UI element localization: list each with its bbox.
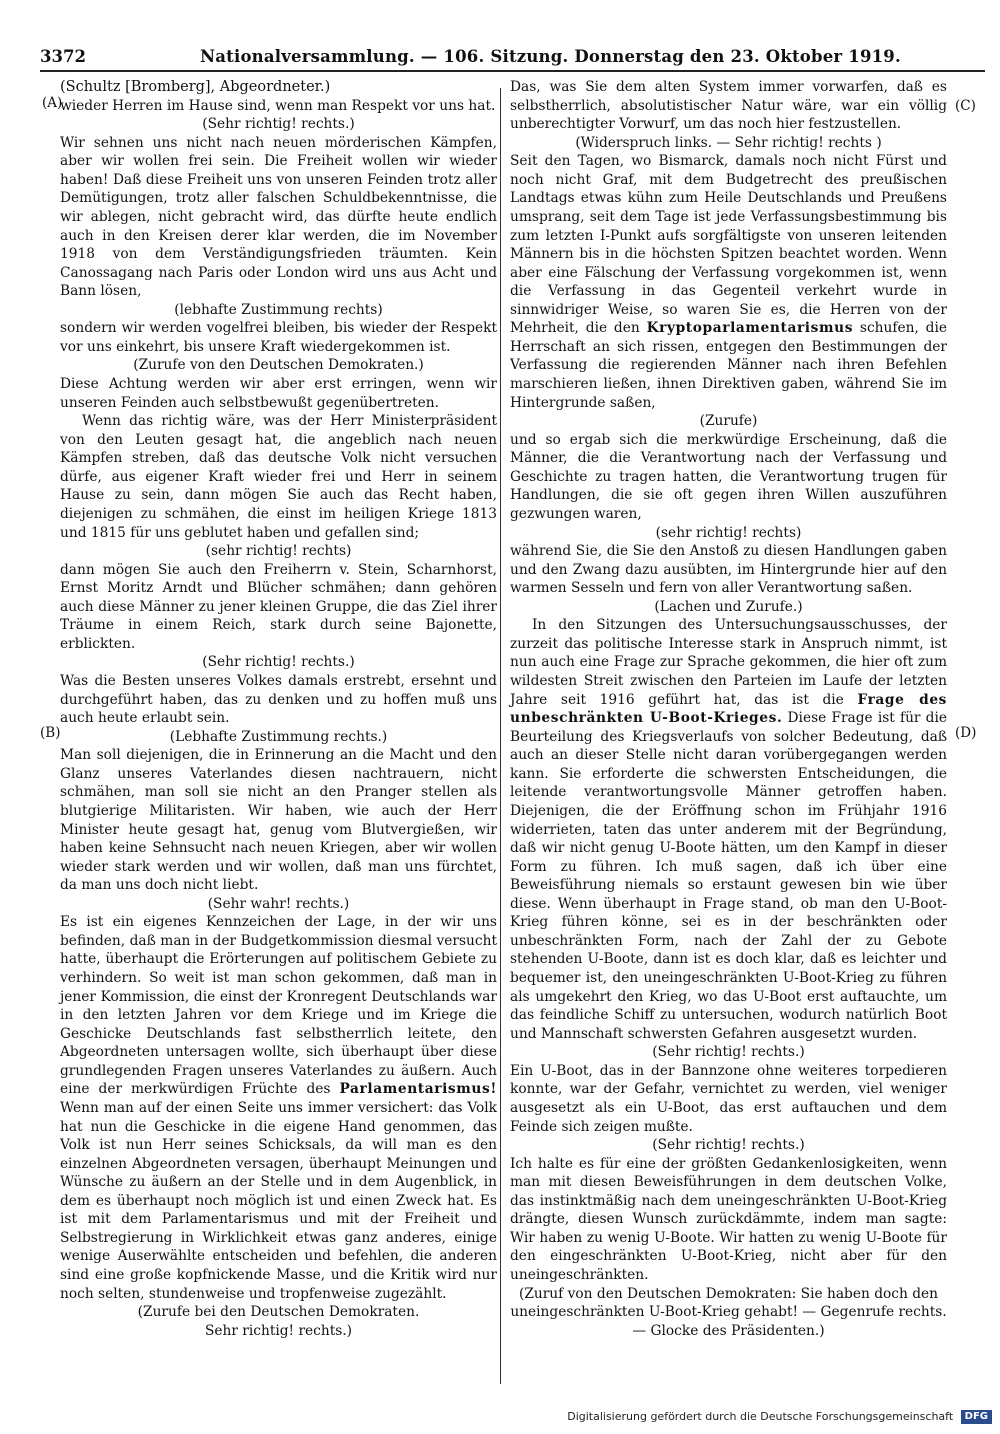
paragraph: Ich halte es für eine der größten Gedankenlosigkeiten, wenn man mit diesen Beweisführungen in dem deutschen Volke, das instinktmäßig nach dem uneingeschränkten U-Boot-Krieg drängte, diesen Wunsch zurückdämmte, indem man sagte: Wir haben zu wenig U-Boote. Wir hatten zu wenig U-Boote für den eingeschränkten U-Boot-Krieg, nicht aber für den uneingeschränkten. <box>510 1155 947 1283</box>
interjection: (Sehr richtig! rechts.) <box>202 116 355 133</box>
interjection: (Sehr richtig! rechts.) <box>652 1137 805 1154</box>
paragraph-text: Seit den Tagen, wo Bismarck, damals noch nicht Fürst und noch nicht Graf, mit dem Budgetrecht des preußischen Landtags etwas kühn zum Heile Deutschlands und Preußens umsprang, seit dem Tage ist jede Verfassungsbestimmung bis zum letzten I-Punkt aufs sorgfältigste von unseren leitenden Männern bis in die höchsten Spitzen beachtet worden. Wenn aber eine Fälschung der Verfassung vorgekommen ist, wenn die Verfassung in das Gegenteil verkehrt wurde in sinnwidriger Weise, so waren Sie es, die Herren von der Mehrheit, die den <box>510 153 947 337</box>
emphasis-term: Frage des unbeschränkten U-Boot-Krieges. <box>510 691 948 727</box>
interjection: (Lebhafte Zustimmung rechts.) <box>169 728 388 745</box>
paragraph-text: Diese Frage ist für die Beurteilung des Kriegsverlaufs von solcher Bedeutung, daß auch an dieser Stelle nicht daran vorübergegangen werden kann. Sie erforderte die schwersten Entscheidungen, die leitende verantwortungsvolle Männer getroffen haben. Diejenigen, die der Eröffnung schon im Frühjahr 1916 widerrieten, taten das unter anderem mit der Begründung, daß wir nicht genug U-Boote hätten, um den Kampf in dieser Form zu führen. Ich muß sagen, daß ich über eine Beweisführung niemals so erstaunt gewesen bin wie über diese. Wenn überhaupt in Frage stand, ob man den U-Boot-Krieg führen könne, sei es in der beschränkten oder unbeschränkten Form, nach der Zahl der zu Gebote stehenden U-Boote, dann ist es doch klar, daß es leichter und bequemer ist, den uneingeschränkten U-Boot-Krieg zu führen als umgekehrt den Krieg, wo das U-Boot erst auftauchte, um das feindliche Schiff zu untersuchen, wodurch natürlich Boot und Mannschaft schwersten Gefahren ausgesetzt wurden. <box>510 710 948 1042</box>
interjection: (Sehr richtig! rechts.) <box>202 654 355 671</box>
interjection: (Zurufe) <box>699 413 758 430</box>
paragraph-text: schufen, die Herrschaft an sich rissen, entgegen den Bestimmungen der Verfassung die regierenden Männer nach ihren Befehlen marschieren ließen, ihnen Direktiven gaben, während Sie im Hintergrunde saßen, <box>510 320 947 411</box>
interjection: (Widerspruch links. — Sehr richtig! rechts ) <box>575 134 882 151</box>
paragraph: dann mögen Sie auch den Freiherrn v. Stein, Scharnhorst, Ernst Moritz Arndt und Blücher schmähen; dann gehören auch diese Männer zu jener kleinen Gruppe, die das Ziel ihrer Träume in einem Reich, stark durch seine Bajonette, erblickten. <box>60 561 497 652</box>
interjection: (Zurufe von den Deutschen Demokraten.) <box>133 357 424 374</box>
emphasis-term: Parlamentarismus! <box>339 1081 497 1098</box>
paragraph: während Sie, die Sie den Anstoß zu diesen Handlungen gaben und den Zwang dazu ausübten, im Hintergrunde hier auf den warmen Sesseln und fern von aller Verantwortung saßen. <box>510 543 947 597</box>
paragraph <box>510 616 947 1043</box>
dfg-logo: DFG <box>961 1410 992 1424</box>
page-number: 3372 <box>40 47 86 66</box>
header-title: Nationalversammlung. — 106. Sitzung. Donnerstag den 23. Oktober 1919. <box>200 47 901 66</box>
paragraph: wieder Herren im Hause sind, wenn man Respekt vor uns hat. <box>60 97 496 114</box>
interjection: (Lachen und Zurufe.) <box>654 598 803 615</box>
page-header <box>40 44 985 70</box>
paragraph: Das, was Sie dem alten System immer vorwarfen, daß es selbstherrlich, absolutistischer Natur wäre, war ein völlig unberechtigter Vorwurf, um das noch hier festzustellen. <box>510 79 947 133</box>
credit-text: Digitalisierung gefördert durch die Deutsche Forschungsgemeinschaft <box>567 1410 954 1423</box>
interjection: Sehr richtig! rechts.) <box>204 1322 353 1339</box>
paragraph <box>60 913 497 1303</box>
interjection: (Zuruf von den Deutschen Demokraten: Sie haben doch den uneingeschränkten U-Boot-Krieg gehabt! — Gegenrufe rechts. — Glocke des Präsidenten.) <box>510 1285 947 1339</box>
interjection: (lebhafte Zustimmung rechts) <box>174 301 383 318</box>
paragraph: Man soll diejenigen, die in Erinnerung an die Macht und den Glanz unseres Vaterlandes diesen nachtrauern, nicht schmähen, man soll sie nicht an den Pranger stellen als blutgierige Militaristen. Wir haben, wie auch der Herr Minister heute gesagt hat, genug vom Blutvergießen, wir haben keine Sehnsucht nach neuen Kriegen, aber wir wollen wieder stark werden und wir wollen, daß man uns fürchtet, da man uns doch nicht liebt. <box>60 747 497 894</box>
paragraph: und so ergab sich die merkwürdige Erscheinung, daß die Männer, die die Verantwortung nach der Verfassung und Geschichte zu tragen hatten, die Verantwortung trugen für Handlungen, die sie oft gegen ihren Willen auszuführen gezwungen waren, <box>510 431 947 522</box>
paragraph: sondern wir werden vogelfrei bleiben, bis wieder der Respekt vor uns einkehrt, bis unsere Kraft wiedergekommen ist. <box>60 320 497 355</box>
column-divider <box>500 88 501 1384</box>
paragraph-text: Es ist ein eigenes Kennzeichen der Lage, in der wir uns befinden, daß man in der Budgetkommission diesmal versucht hatte, überhaupt die Erörterungen auf politischem Gebiete zu verhindern. So weit ist man schon gekommen, daß man in jener Kommission, die einst der Kronregent Deutschlands war in den letzten Jahren vor dem Kriege und im Kriege die Geschicke Deutschlands fast selbstherrlich leitete, den Abgeordneten untersagen wollte, sich überhaupt über diese grundlegenden Fragen unseres Vaterlandes zu äußern. Auch eine der merkwürdigen Früchte des <box>60 914 497 1098</box>
interjection: (sehr richtig! rechts) <box>655 524 802 541</box>
interjection: (Sehr wahr! rechts.) <box>207 895 350 912</box>
left-column <box>60 78 497 1340</box>
margin-marker-b: (B) <box>40 725 61 741</box>
interjection: (Zurufe bei den Deutschen Demokraten. <box>137 1304 420 1321</box>
paragraph <box>510 152 947 412</box>
speaker-attribution: (Schultz [Bromberg], Abgeordneter.) <box>60 79 331 95</box>
emphasis-term: Kryptoparlamentarismus <box>646 320 854 337</box>
paragraph-text: Wenn man auf der einen Seite uns immer versichert: das Volk hat nun die Geschicke in die eigene Hand genommen, das Volk ist nun Herr seines Schicksals, da will man es den einzelnen Abgeordneten versagen, überhaupt Meinungen und Wünsche zu äußern an der Stelle und in dem Augenblick, in dem es überhaupt noch möglich ist und einen Zweck hat. Es ist mit dem Parlamentarismus und mit der Freiheit und Selbstregierung in Wirklichkeit etwas ganz anderes, einige wenige Auserwählte entscheiden und befehlen, die anderen sind eine große kopfnickende Masse, und die Kritik wird nur noch selten, stundenweise und tropfenweise zugezählt. <box>60 1099 497 1302</box>
paragraph: Was die Besten unseres Volkes damals erstrebt, ersehnt und durchgeführt haben, das zu denken und zu hoffen muß uns auch heute erlaubt sein. <box>60 673 497 727</box>
header-rule <box>40 70 985 72</box>
paragraph-text: In den Sitzungen des Untersuchungsausschusses, der zurzeit das politische Interesse stark in Anspruch nimmt, ist nun auch eine Frage zur Sprache gekommen, die hier oft zum wildesten Streit zwischen den Parteien im Laufe der letzten Jahre seit 1916 geführt hat, das ist die <box>510 617 947 708</box>
paragraph: Wir sehnen uns nicht nach neuen mörderischen Kämpfen, aber wir wollen frei sein. Die Freiheit wollen wir wieder haben! Daß diese Freiheit uns von unseren Feinden trotz aller Demütigungen, trotz aller falschen Schuldbekenntnisse, die wir ablegen, nicht gebracht wird, das dürfte heute endlich auch in den Kreisen derer klar werden, die im November 1918 von dem Verständigungsfrieden träumten. Kein Canossagang nach Paris oder London wird uns aus Acht und Bann lösen, <box>60 134 497 300</box>
interjection: (Sehr richtig! rechts.) <box>652 1044 805 1061</box>
margin-marker-a: (A) <box>42 95 63 111</box>
paragraph: Diese Achtung werden wir aber erst erringen, wenn wir unseren Feinden auch selbstbewußt gegenübertreten. <box>60 376 497 411</box>
digitization-credit <box>567 1408 992 1426</box>
interjection: (sehr richtig! rechts) <box>205 543 352 560</box>
margin-marker-c: (C) <box>955 98 976 114</box>
paragraph: Wenn das richtig wäre, was der Herr Ministerpräsident von den Leuten gesagt hat, die angeblich nach neuen Kämpfen streben, daß das deutsche Volk nicht versuchen dürfe, aus eigener Kraft wieder frei und Herr in seinem Hause zu sein, dann mögen Sie auch das Recht haben, diejenigen zu schmähen, die einst im heiligen Kriege 1813 und 1815 für uns geblutet haben und gefallen sind; <box>60 413 497 541</box>
right-column <box>510 78 947 1340</box>
margin-marker-d: (D) <box>955 725 977 741</box>
paragraph: Ein U-Boot, das in der Bannzone ohne weiteres torpedieren konnte, war der Gefahr, vernichtet zu werden, viel weniger ausgesetzt als ein U-Boot, das erst auftauchen und dem Feinde sich zeigen mußte. <box>510 1062 947 1135</box>
